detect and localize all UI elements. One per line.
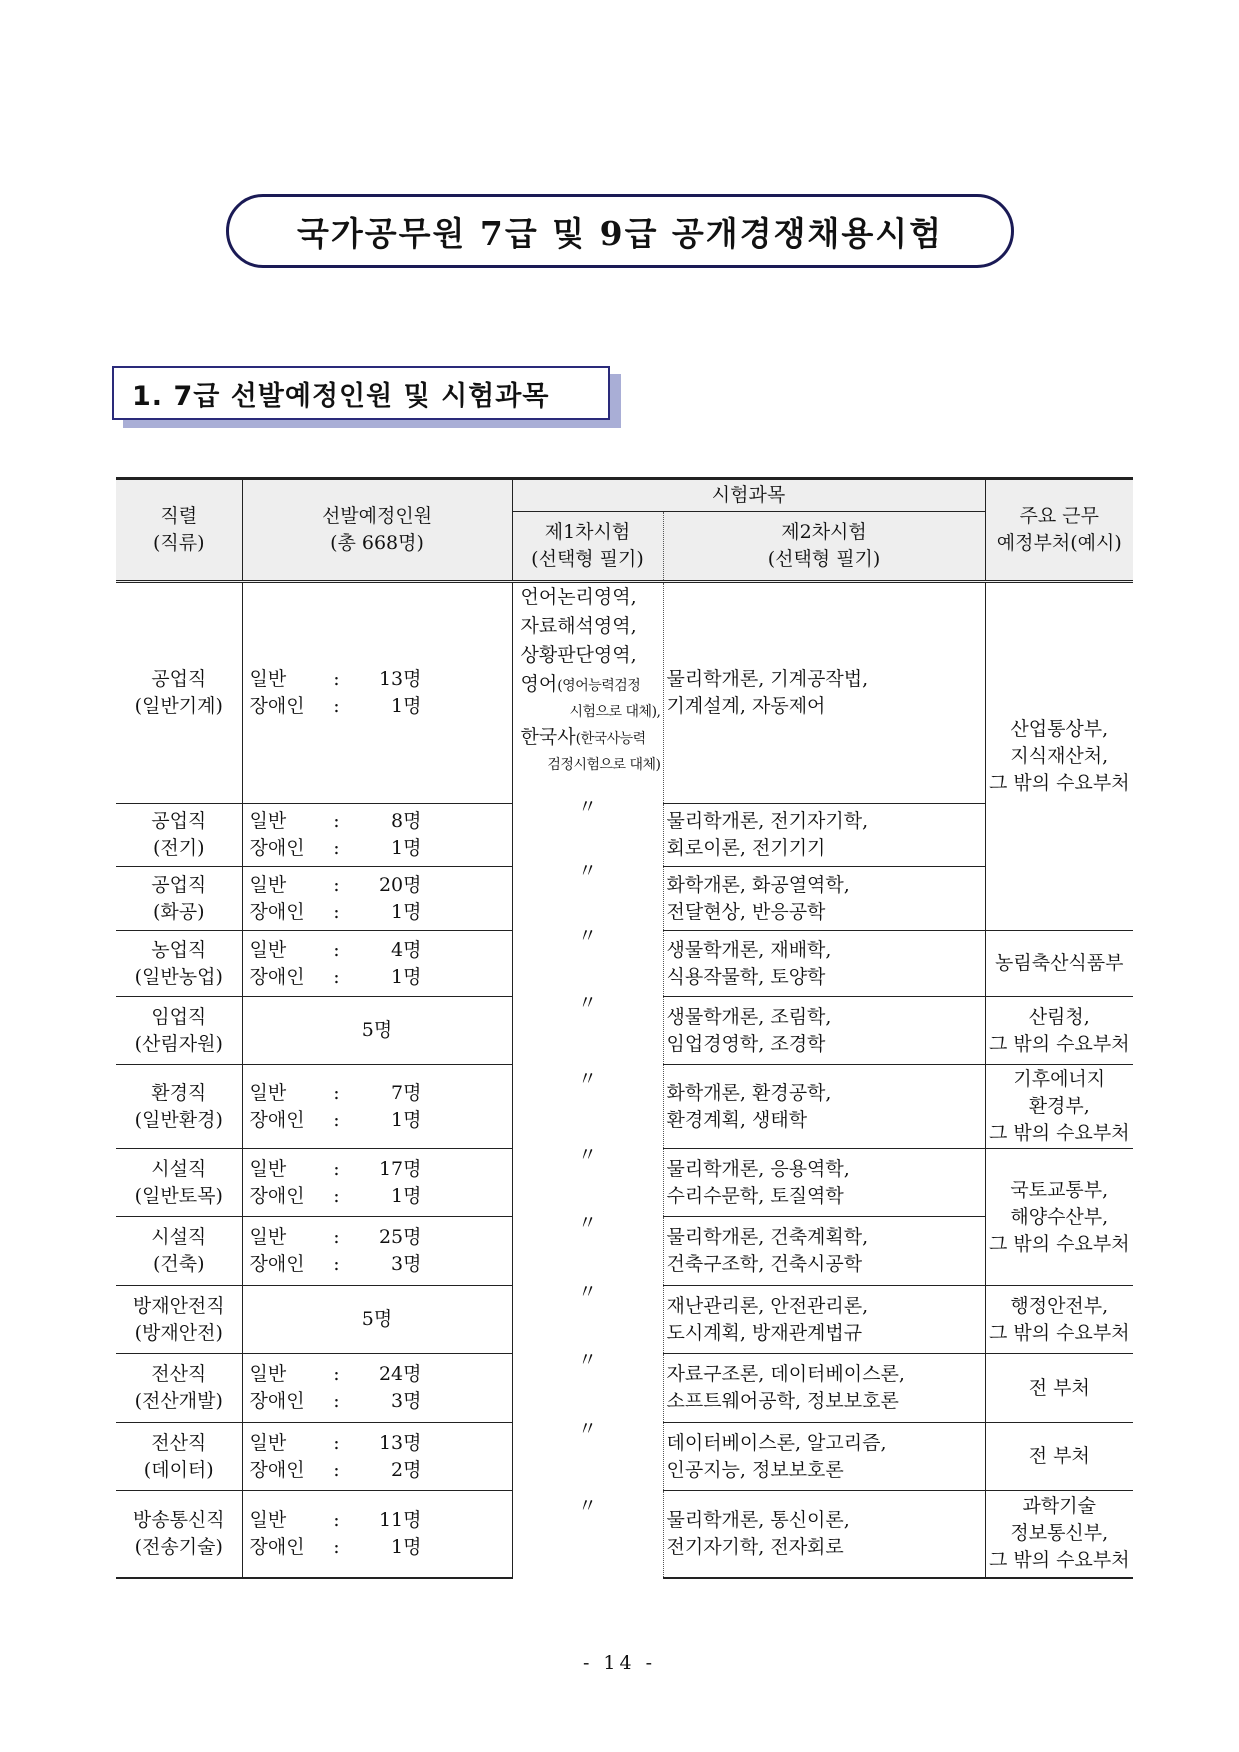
recruitment-table [116,477,1133,1579]
dept-cell: 과학기술 정보통신부, 그 밖의 수요부처 [985,1491,1133,1578]
ditto-stack [513,776,663,1550]
position-cell: 방송통신직 (전송기술) [116,1491,242,1578]
ditto-mark: 〃 [577,1212,597,1234]
second-exam-cell: 재난관리론, 안전관리론, 도시계획, 방재관계법규 [663,1286,985,1354]
ditto-mark: 〃 [577,1068,597,1090]
ditto-mark: 〃 [577,1418,597,1440]
second-exam-cell: 물리학개론, 통신이론, 전기자기학, 전자회로 [663,1491,985,1578]
count-cell: 일반 : 13명 장애인 : 1명 [242,582,512,804]
second-exam-cell: 물리학개론, 응용역학, 수리수문학, 토질역학 [663,1149,985,1217]
section-heading-box [112,366,610,420]
second-exam-cell: 물리학개론, 건축계획학, 건축구조학, 건축시공학 [663,1217,985,1286]
ditto-mark: 〃 [577,1281,597,1303]
dept-cell: 산업통상부, 지식재산처, 그 밖의 수요부처 [985,582,1133,931]
dept-cell: 행정안전부, 그 밖의 수요부처 [985,1286,1133,1354]
position-cell: 전산직 (데이터) [116,1423,242,1491]
header-dept: 주요 근무 예정부처(예시) [985,479,1133,582]
ditto-mark: 〃 [577,992,597,1014]
second-exam-cell: 물리학개론, 기계공작법, 기계설계, 자동제어 [663,582,985,804]
dept-cell: 농림축산식품부 [985,931,1133,997]
ditto-mark: 〃 [577,1144,597,1166]
position-cell: 환경직 (일반환경) [116,1065,242,1149]
ditto-mark: 〃 [577,1349,597,1371]
main-title [226,194,1014,268]
count-cell: 5명 [242,1286,512,1354]
position-cell: 전산직 (전산개발) [116,1354,242,1423]
position-cell: 농업직 (일반농업) [116,931,242,997]
second-exam-cell: 생물학개론, 재배학, 식용작물학, 토양학 [663,931,985,997]
header-position: 직렬 (직류) [116,479,242,582]
first-exam-subjects: 언어논리영역, 자료해석영역, 상황판단영역, 영어(영어능력검정 시험으로 대체), 한국사(한국사능력 검정시험으로 대체) [520,586,661,773]
header-subjects: 시험과목 [512,479,985,512]
section-heading-text: 1. 7급 선발예정인원 및 시험과목 [132,380,550,412]
header-count: 선발예정인원 (총 668명) [242,479,512,582]
position-cell: 공업직 (화공) [116,867,242,931]
ditto-mark: 〃 [577,796,597,818]
dept-cell: 산림청, 그 밖의 수요부처 [985,997,1133,1065]
ditto-mark: 〃 [577,925,597,947]
main-title-text: 국가공무원 7급 및 9급 공개경쟁채용시험 [297,213,943,253]
second-exam-cell: 물리학개론, 전기자기학, 회로이론, 전기기기 [663,804,985,867]
ditto-mark: 〃 [577,860,597,882]
page-number: - 14 - [582,1652,657,1674]
position-cell: 시설직 (건축) [116,1217,242,1286]
count-cell: 일반 : 25명 장애인 : 3명 [242,1217,512,1286]
position-cell: 시설직 (일반토목) [116,1149,242,1217]
table-row [116,582,1133,804]
count-cell: 일반 : 8명 장애인 : 1명 [242,804,512,867]
count-cell: 일반 : 20명 장애인 : 1명 [242,867,512,931]
second-exam-cell: 화학개론, 화공열역학, 전달현상, 반응공학 [663,867,985,931]
dept-cell: 전 부처 [985,1354,1133,1423]
second-exam-cell: 화학개론, 환경공학, 환경계획, 생태학 [663,1065,985,1149]
header-second-exam: 제2차시험 (선택형 필기) [663,512,985,582]
position-cell: 공업직 (일반기계) [116,582,242,804]
position-cell: 임업직 (산림자원) [116,997,242,1065]
dept-cell: 기후에너지 환경부, 그 밖의 수요부처 [985,1065,1133,1149]
dept-cell: 전 부처 [985,1423,1133,1491]
second-exam-cell: 생물학개론, 조림학, 임업경영학, 조경학 [663,997,985,1065]
count-cell: 일반 : 24명 장애인 : 3명 [242,1354,512,1423]
count-cell: 일반 : 4명 장애인 : 1명 [242,931,512,997]
count-cell: 일반 : 11명 장애인 : 1명 [242,1491,512,1578]
header-first-exam: 제1차시험 (선택형 필기) [512,512,663,582]
position-cell: 공업직 (전기) [116,804,242,867]
second-exam-cell: 데이터베이스론, 알고리즘, 인공지능, 정보보호론 [663,1423,985,1491]
ditto-mark: 〃 [577,1495,597,1517]
second-exam-cell: 자료구조론, 데이터베이스론, 소프트웨어공학, 정보보호론 [663,1354,985,1423]
first-exam-cell [512,582,663,1578]
position-cell: 방재안전직 (방재안전) [116,1286,242,1354]
count-cell: 일반 : 7명 장애인 : 1명 [242,1065,512,1149]
count-cell: 일반 : 17명 장애인 : 1명 [242,1149,512,1217]
count-cell: 일반 : 13명 장애인 : 2명 [242,1423,512,1491]
dept-cell: 국토교통부, 해양수산부, 그 밖의 수요부처 [985,1149,1133,1286]
count-cell: 5명 [242,997,512,1065]
